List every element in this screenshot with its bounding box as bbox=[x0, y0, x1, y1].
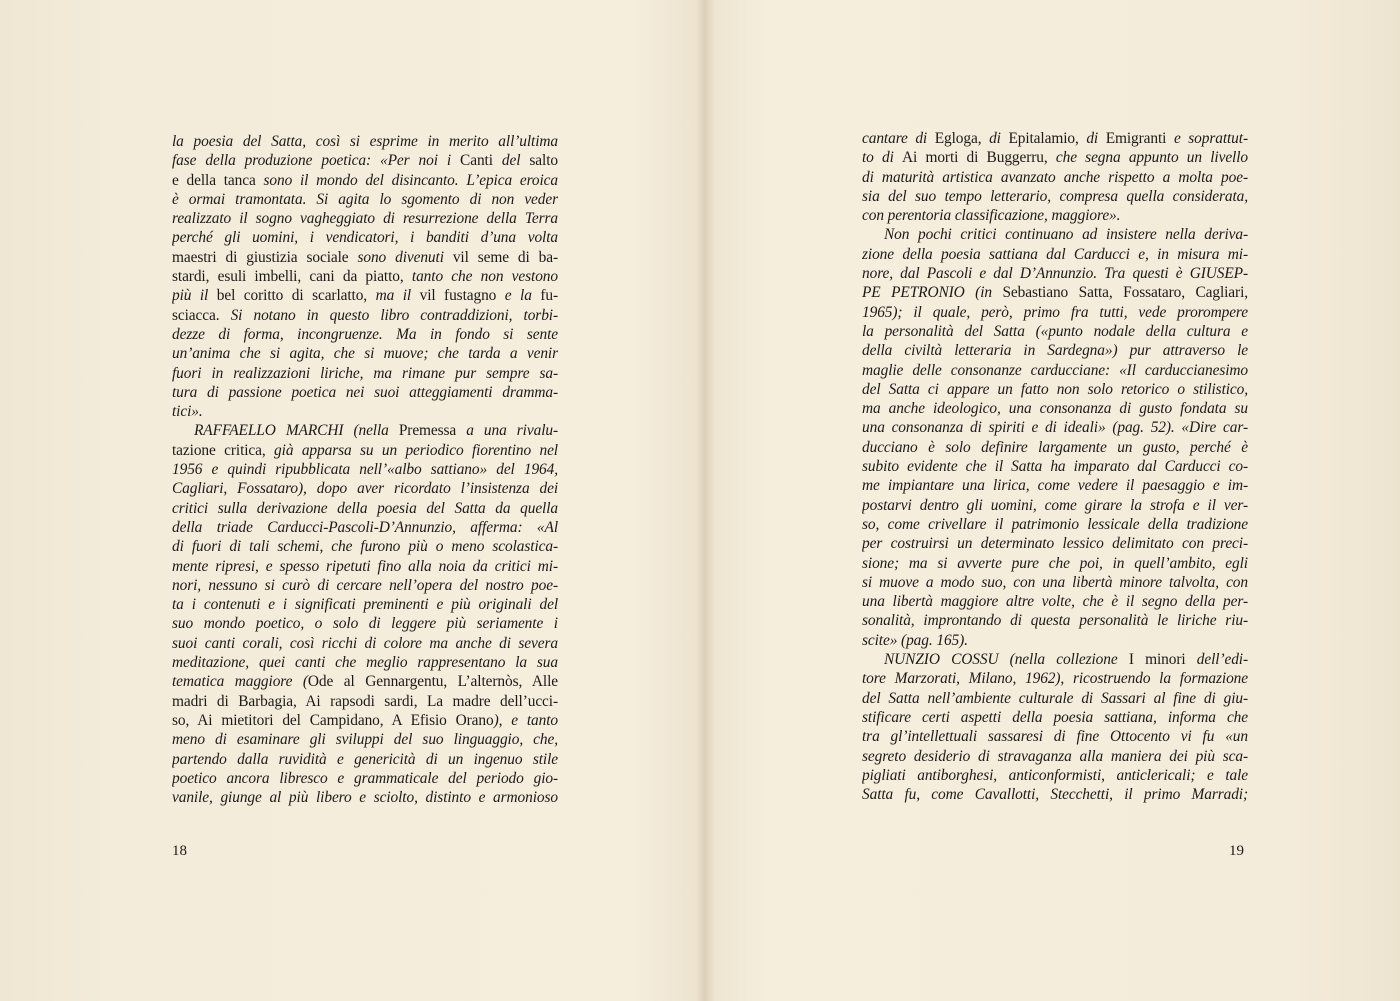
text-line bbox=[862, 322, 1248, 341]
page-number-right: 19 bbox=[1229, 843, 1244, 859]
text-run: già apparsa su un periodico fiorentino nel bbox=[265, 441, 558, 459]
text-line bbox=[862, 264, 1248, 283]
text-run: 1956 e quindi ripubblicata nell’«albo sattiano» del 1964, bbox=[172, 461, 558, 479]
text-run: I minori bbox=[1128, 651, 1186, 669]
text-line bbox=[862, 611, 1248, 630]
text-run: Cagliari, Fossataro), dopo aver ricordato l’insistenza dei bbox=[172, 480, 558, 498]
text-run: più il bbox=[172, 287, 217, 305]
text-run: so, come crivellare il patrimonio lessicale della tradizione bbox=[862, 515, 1248, 533]
text-line bbox=[172, 190, 558, 209]
text-run: una libertà maggiore altre volte, che è il segno della per- bbox=[862, 593, 1248, 611]
text-run: ), e tanto bbox=[493, 711, 558, 729]
text-run: Si notano in questo libro contraddizioni, torbi- bbox=[219, 306, 558, 324]
text-run: del Satta nell’ambiente culturale di Sassari al fine di giu- bbox=[862, 689, 1248, 707]
text-line bbox=[862, 438, 1248, 457]
text-run: con perentoria classificazione, maggiore». bbox=[862, 207, 1121, 225]
text-run: sione; ma si avverte pure che poi, in quell’ambito, egli bbox=[862, 554, 1248, 572]
text-run: maglie delle consonanze carducciane: «Il carduccianesimo bbox=[862, 361, 1248, 379]
text-line bbox=[862, 631, 1248, 650]
text-run: tici». bbox=[172, 403, 203, 421]
text-run: suoi canti corali, così ricchi di colore ma anche di severa bbox=[172, 634, 558, 652]
text-run: pigliati antiborghesi, anticonformisti, anticlericali; e tale bbox=[862, 766, 1248, 784]
text-line bbox=[862, 689, 1248, 708]
text-run: PE PETRONIO (in bbox=[862, 284, 1003, 302]
text-run: vil seme di ba- bbox=[443, 248, 558, 266]
text-run: ma il bbox=[367, 287, 420, 305]
text-line bbox=[172, 672, 558, 691]
text-run: dezze di forma, incongruenze. Ma in fondo si sente bbox=[172, 325, 558, 343]
text-line bbox=[862, 245, 1248, 264]
text-line bbox=[172, 344, 558, 363]
text-line bbox=[862, 747, 1248, 766]
text-run: tra gl’intellettuali sassaresi di fine Ottocento vi fu «un bbox=[862, 728, 1248, 746]
text-line bbox=[862, 766, 1248, 785]
text-line bbox=[172, 441, 558, 460]
text-run: ma anche ideologico, una consonanza di gusto fondata su bbox=[862, 400, 1248, 418]
text-run: sonalità, improntando di questa personalità le liriche riu- bbox=[862, 612, 1248, 630]
text-line bbox=[862, 283, 1248, 302]
text-run: tematica maggiore ( bbox=[172, 673, 308, 691]
text-line bbox=[172, 306, 558, 325]
text-run: tura di passione poetica nei suoi atteggiamenti dramma- bbox=[172, 383, 558, 401]
text-run: critici sulla derivazione della poesia del Satta da quella bbox=[172, 499, 558, 517]
text-line bbox=[172, 576, 558, 595]
text-line bbox=[172, 692, 558, 711]
text-run: me impiantare una lirica, come vedere il paesaggio e im- bbox=[862, 477, 1248, 495]
text-run: sono divenuti bbox=[357, 248, 444, 266]
text-run: realizzato il sogno vagheggiato di resurrezione della Terra bbox=[172, 210, 558, 228]
text-run: e la bbox=[496, 287, 541, 305]
text-run: stardi, esuli imbelli, cani da piatto, bbox=[172, 268, 412, 286]
text-run: ta i contenuti e i significati preminenti e più originali del bbox=[172, 596, 558, 614]
text-line bbox=[862, 168, 1248, 187]
text-line bbox=[172, 557, 558, 576]
text-run: di fuori di tali schemi, che furono più o meno scolastica- bbox=[172, 538, 558, 556]
text-line bbox=[862, 476, 1248, 495]
text-line bbox=[862, 399, 1248, 418]
text-line bbox=[172, 750, 558, 769]
text-run: salto bbox=[529, 152, 558, 170]
text-line bbox=[172, 228, 558, 247]
text-run: una consonanza di spiriti e di ideali» (pag. 52). «Dire car- bbox=[862, 419, 1248, 437]
text-run: Egloga, bbox=[934, 130, 982, 147]
text-line bbox=[172, 634, 558, 653]
text-line bbox=[172, 788, 558, 807]
text-line bbox=[862, 534, 1248, 553]
text-line bbox=[172, 151, 558, 170]
text-run: vanile, giunge al più libero e sciolto, distinto e armonioso bbox=[172, 789, 558, 807]
text-run: postarvi dentro gli uomini, come girare la strofa e il ver- bbox=[862, 496, 1248, 514]
text-run: tanto che non vestono bbox=[411, 268, 558, 286]
text-run: so, Ai mietitori del Campidano, A Efisio Orano bbox=[172, 711, 494, 729]
text-run: scite» (pag. 165). bbox=[862, 631, 968, 649]
text-line bbox=[172, 383, 558, 402]
text-run: si muove a modo suo, con una libertà minore talvolta, con bbox=[862, 573, 1248, 591]
text-line bbox=[172, 518, 558, 537]
text-run: mente ripresi, e spesso ripetuti fino alla noia da critici mi- bbox=[172, 557, 558, 575]
text-line bbox=[862, 361, 1248, 380]
text-line bbox=[172, 499, 558, 518]
text-line bbox=[172, 248, 558, 267]
text-line bbox=[862, 187, 1248, 206]
text-run: stificare certi aspetti della poesia sattiana, informa che bbox=[862, 708, 1248, 726]
text-run: tazione critica, bbox=[172, 441, 266, 459]
text-run: di bbox=[1078, 130, 1106, 147]
text-line bbox=[862, 515, 1248, 534]
text-run: bel coritto di scarlatto, bbox=[216, 287, 368, 305]
text-run: di bbox=[981, 130, 1009, 147]
right-page-body bbox=[862, 129, 1248, 804]
text-line bbox=[172, 402, 558, 421]
text-run: Satta fu, come Cavallotti, Stecchetti, il primo Marradi; bbox=[862, 786, 1248, 804]
text-run: Non pochi critici continuano ad insistere nella deriva- bbox=[884, 226, 1248, 244]
text-line bbox=[862, 554, 1248, 573]
text-line bbox=[862, 225, 1248, 244]
text-run: Ai morti di Buggerru, bbox=[902, 149, 1048, 167]
text-run: zione della poesia sattiana dal Carducci e, in misura mi- bbox=[862, 245, 1248, 263]
text-run: Canti bbox=[460, 152, 493, 170]
page-number-left: 18 bbox=[172, 843, 187, 859]
text-run: nore, dal Pascoli e dal D’Annunzio. Tra questi è GIUSEP- bbox=[862, 265, 1248, 283]
text-run: di maturità artistica avanzato anche rispetto a molta poe- bbox=[862, 168, 1248, 186]
text-line bbox=[172, 711, 558, 730]
text-run: del bbox=[492, 152, 530, 170]
text-line bbox=[862, 129, 1248, 148]
text-run: 1965); il quale, però, primo fra tutti, vede prorompere bbox=[862, 303, 1248, 321]
text-line bbox=[172, 479, 558, 498]
text-line bbox=[862, 785, 1248, 804]
right-page bbox=[700, 0, 1400, 1001]
text-line bbox=[172, 267, 558, 286]
text-run: fuori in realizzazioni liriche, ma rimane pur sempre sa- bbox=[172, 364, 558, 382]
text-line bbox=[172, 595, 558, 614]
text-run: la personalità del Satta («punto nodale della cultura e bbox=[862, 322, 1248, 340]
text-run: del Satta ci appare un fatto non solo retorico o stilistico, bbox=[862, 380, 1248, 398]
text-line bbox=[862, 727, 1248, 746]
text-line bbox=[862, 592, 1248, 611]
text-run: Premessa bbox=[398, 422, 457, 440]
text-run: madri di Barbagia, Ai rapsodi sardi, La madre dell’ucci- bbox=[172, 692, 558, 710]
text-line bbox=[172, 730, 558, 749]
text-line bbox=[862, 650, 1248, 669]
text-run: dell’edi- bbox=[1185, 651, 1248, 669]
text-line bbox=[172, 653, 558, 672]
text-run: la poesia del Satta, così si esprime in merito all’ultima bbox=[172, 133, 558, 150]
text-run: per costruirsi un determinato lessico delimitato con preci- bbox=[862, 535, 1248, 553]
text-line bbox=[862, 341, 1248, 360]
text-run: un’anima che si agita, che si muove; che tarda a venir bbox=[172, 345, 558, 363]
text-run: Ode al Gennargentu, L’alternòs, Alle bbox=[307, 673, 558, 691]
text-run: Sebastiano Satta, Fossataro, Cagliari, bbox=[1002, 284, 1248, 302]
text-line bbox=[172, 171, 558, 190]
text-line bbox=[862, 303, 1248, 322]
text-line bbox=[862, 380, 1248, 399]
left-page-body bbox=[172, 132, 558, 807]
text-run: to di bbox=[862, 149, 903, 167]
text-line bbox=[862, 457, 1248, 476]
text-line bbox=[172, 460, 558, 479]
text-run: fu- bbox=[540, 287, 558, 305]
text-run: sia del suo tempo letterario, compresa quella considerata, bbox=[862, 187, 1248, 205]
text-line bbox=[172, 769, 558, 788]
text-line bbox=[862, 496, 1248, 515]
text-run: tore Marzorati, Milano, 1962), ricostruendo la formazione bbox=[862, 670, 1248, 688]
text-line bbox=[172, 132, 558, 151]
text-line bbox=[862, 148, 1248, 167]
text-run: che segna appunto un livello bbox=[1047, 149, 1248, 167]
text-run: Epitalamio, bbox=[1008, 130, 1079, 147]
text-run: e della tanca bbox=[172, 171, 256, 189]
text-line bbox=[172, 421, 558, 440]
text-run: segreto desiderio di stravaganza alla maniera dei più sca- bbox=[862, 747, 1248, 765]
text-run: maestri di giustizia sociale bbox=[172, 248, 358, 266]
text-run: della triade Carducci-Pascoli-D’Annunzio, afferma: «Al bbox=[172, 518, 558, 536]
text-line bbox=[862, 573, 1248, 592]
text-run: poetico ancora libresco e grammaticale del periodo gio- bbox=[172, 769, 558, 787]
text-run: e soprattut- bbox=[1166, 130, 1248, 147]
text-line bbox=[862, 418, 1248, 437]
text-line bbox=[172, 364, 558, 383]
text-run: a una rivalu- bbox=[456, 422, 558, 440]
text-run: partendo dalla ruvidità e genericità di un ingenuo stile bbox=[172, 750, 558, 768]
text-run: ducciano è solo definire largamente un gusto, perché è bbox=[862, 438, 1248, 456]
text-line bbox=[862, 206, 1248, 225]
text-line bbox=[172, 325, 558, 344]
text-line bbox=[172, 286, 558, 305]
text-run: RAFFAELLO MARCHI (nella bbox=[194, 422, 399, 440]
text-line bbox=[172, 537, 558, 556]
text-run: NUNZIO COSSU (nella collezione bbox=[884, 651, 1129, 669]
text-run: perché gli uomini, i vendicatori, i banditi d’una volta bbox=[172, 229, 558, 247]
text-run: sciacca. bbox=[172, 306, 220, 324]
text-line bbox=[862, 708, 1248, 727]
text-run: della civiltà letteraria in Sardegna») pur attraverso le bbox=[862, 342, 1248, 360]
text-line bbox=[172, 614, 558, 633]
text-run: meditazione, quei canti che meglio rappresentano la sua bbox=[172, 654, 558, 672]
text-run: nori, nessuno si curò di cercare nell’opera del nostro poe- bbox=[172, 576, 558, 594]
text-run: vil fustagno bbox=[419, 287, 497, 305]
text-run: Emigranti bbox=[1105, 130, 1167, 147]
text-run: fase della produzione poetica: «Per noi i bbox=[172, 152, 461, 170]
text-run: subito evidente che il Satta ha imparato dal Carducci co- bbox=[862, 458, 1248, 476]
text-run: cantare di bbox=[862, 130, 935, 147]
text-run: è ormai tramontata. Si agita lo sgomento di non veder bbox=[172, 190, 558, 208]
text-run: meno di esaminare gli sviluppi del suo linguaggio, che, bbox=[172, 731, 558, 749]
text-line bbox=[862, 669, 1248, 688]
text-run: sono il mondo del disincanto. L’epica eroica bbox=[255, 171, 558, 189]
text-run: suo mondo poetico, o solo di leggere più seriamente i bbox=[172, 615, 558, 633]
text-line bbox=[172, 209, 558, 228]
